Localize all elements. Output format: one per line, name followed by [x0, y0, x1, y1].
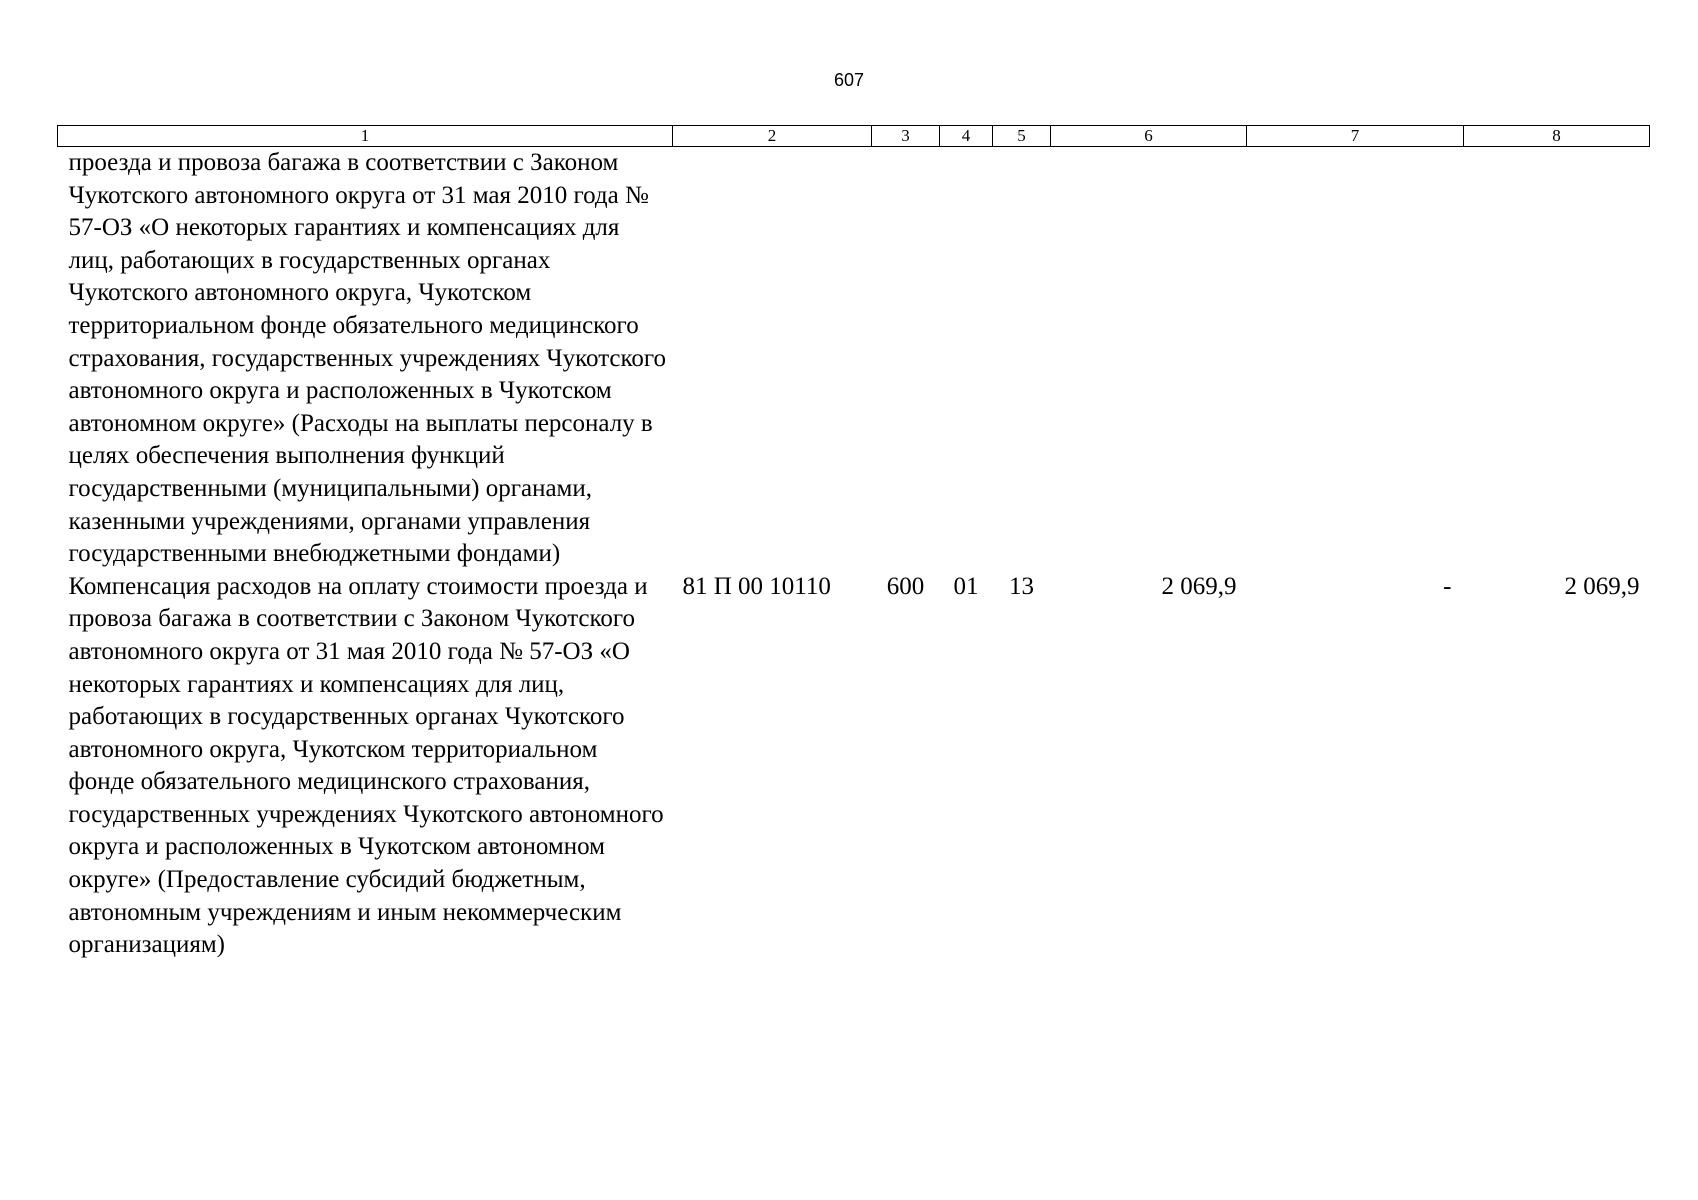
expense-name: проезда и провоза багажа в соответствии с Законом Чукотского автономного округа от 31 мая 2010 года № 57-ОЗ «О некоторых гарантиях и компенсациях для лиц, работающих в государственных органах Чукотского автономного округа, Чукотском территориальном фонде обязательного медицинского страхования, государственных учреждениях Чукотского автономного округа и расположенных в Чукотском автономном округе» (Расходы на выплаты персоналу в целях обеспечения выполнения функций государственными (муниципальными) органами, казенными учреждениями, органами управления государственными внебюджетными фондами) — [68, 149, 667, 568]
column-header: 6 — [1051, 126, 1247, 147]
amount-total: 2 069,9 — [1161, 572, 1237, 600]
section-code: 01 — [953, 572, 979, 600]
page-number: 607 — [833, 70, 865, 90]
expense-type-code: 600 — [886, 572, 925, 600]
column-header: 1 — [58, 126, 673, 147]
expense-name: Компенсация расходов на оплату стоимости проезда и провоза багажа в соответствии с Законом Чукотского автономного округа от 31 мая 2010 года № 57-ОЗ «О некоторых гарантиях и компенсациях для лиц, работающих в государственных органах Чукотского автономного округа, Чукотском территориальном фонде обязательного медицинского страхования, государственных учреждениях Чукотского автономного округа и расположенных в Чукотском автономном округе» (Предоставление субсидий бюджетным, автономным учреждениям и иным некоммерческим организациям) — [68, 572, 664, 959]
budget-table — [57, 125, 1650, 962]
table-header — [58, 126, 1650, 147]
column-header: 8 — [1464, 126, 1650, 147]
table-row — [58, 571, 1650, 962]
amount-column-7: - — [1443, 572, 1452, 600]
expense-type-code — [872, 147, 940, 571]
amount-column-8 — [1464, 147, 1650, 571]
amount-total — [1051, 147, 1247, 571]
column-header: 4 — [940, 126, 993, 147]
target-article-code — [673, 147, 872, 571]
amount-column-8: 2 069,9 — [1564, 572, 1640, 600]
column-header: 7 — [1247, 126, 1464, 147]
subsection-code — [993, 147, 1051, 571]
column-header: 5 — [993, 126, 1051, 147]
section-code — [940, 147, 993, 571]
target-article-code: 81 П 00 10110 — [682, 572, 831, 600]
column-header: 3 — [872, 126, 940, 147]
column-number-row — [58, 126, 1650, 147]
column-header: 2 — [673, 126, 872, 147]
table-row — [58, 147, 1650, 571]
amount-column-7 — [1247, 147, 1464, 571]
subsection-code: 13 — [1009, 572, 1034, 600]
